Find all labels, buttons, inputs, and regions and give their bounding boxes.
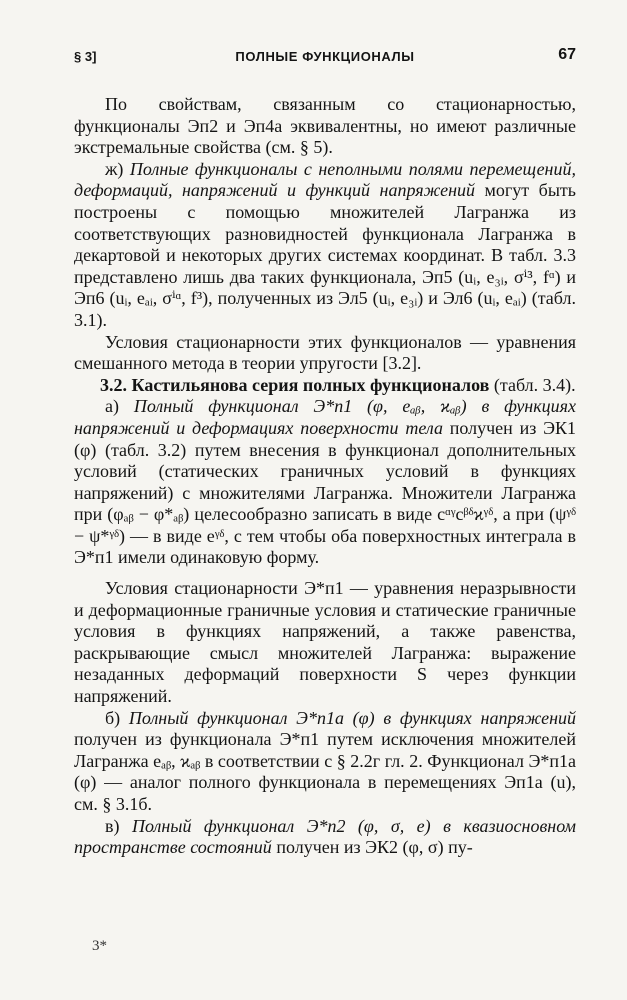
section-heading: 3.2. Кастильянова серия полных функционалов (табл. 3.4). bbox=[100, 374, 576, 395]
italic-phrase: Полные функционалы с неполными полями перемещений, деформаций, напряжений и функций напряжений bbox=[74, 158, 576, 201]
paragraph: ж) Полные функционалы с неполными полями перемещений, деформаций, напряжений и функций напряжений могут быть построены с помощью множителей Лагранжа из соответствующих разновидностей функционала Лагранжа в декартовой и некоторых других системах координат. В табл. 3.3 представлено лишь два таких функционала, Эп5 (uᵢ, e₃ᵢ, σⁱ³, fᵅ) и Эп6 (uᵢ, eₐᵢ, σⁱᵅ, f³), полученных из Эл5 (uᵢ, e₃ᵢ) и Эл6 (uᵢ, eₐᵢ) (табл. 3.1). bbox=[74, 158, 576, 330]
italic-phrase: Полный функционал Э*п1 (φ, eₐᵦ, ϰₐᵦ) в функциях напряжений и деформациях поверхности тела bbox=[74, 396, 577, 438]
header-section: § 3] bbox=[74, 49, 97, 64]
page-number: 67 bbox=[558, 46, 576, 63]
page-body bbox=[74, 94, 576, 859]
paragraph: Условия стационарности Э*п1 — уравнения неразрывности и деформационные граничные условия и статические граничные условия в функциях напряжений, а также равенства, раскрывающие смысл множителей Лагранжа: выражение незаданных деформаций поверхности S через функции напряжений. bbox=[74, 578, 576, 707]
paragraph: б) Полный функционал Э*п1а (φ) в функциях напряжений получен из функционала Э*п1 путем исключения множителей Лагранжа eₐᵦ, ϰₐᵦ в соответствии с § 2.2г гл. 2. Функционал Э*п1а (φ) — аналог полного функционала в перемещениях Эп1а (u), см. § 3.1б. bbox=[74, 707, 576, 814]
header-title: ПОЛНЫЕ ФУНКЦИОНАЛЫ bbox=[235, 49, 415, 64]
paragraph: в) Полный функционал Э*п2 (φ, σ, e) в квазиосновном пространстве состояний получен из ЭК2 (φ, σ) пу- bbox=[74, 815, 576, 858]
running-header bbox=[74, 46, 576, 70]
paragraph: По свойствам, связанным со стационарностью, функционалы Эп2 и Эп4а эквивалентны, но имеют различные экстремальные свойства (см. § 5). bbox=[74, 94, 576, 158]
paragraph: а) Полный функционал Э*п1 (φ, eₐᵦ, ϰₐᵦ) в функциях напряжений и деформациях поверхности тела получен из ЭК1 (φ) (табл. 3.2) путем внесения в функционал дополнительных условий (статических граничных условий в функциях напряжений) с множителями Лагранжа. Множители Лагранжа при (φₐᵦ − φ*ₐᵦ) целесообразно записать в виде cᵅᵞcᵝᵟϰᵞᵟ, а при (ψᵞᵟ − ψ*ᵞᵟ) — в виде eᵞᵟ, с тем чтобы оба поверхностных интеграла в Э*п1 имели одинаковую форму. bbox=[74, 396, 577, 568]
paragraph: Условия стационарности этих функционалов — уравнения смешанного метода в теории упругости [3.2]. bbox=[74, 331, 576, 374]
italic-phrase: Полный функционал Э*п1а (φ) в функциях напряжений bbox=[128, 707, 576, 728]
italic-phrase: Полный функционал Э*п2 (φ, σ, e) в квазиосновном пространстве состояний bbox=[74, 815, 576, 858]
signature-mark: 3* bbox=[92, 938, 107, 954]
